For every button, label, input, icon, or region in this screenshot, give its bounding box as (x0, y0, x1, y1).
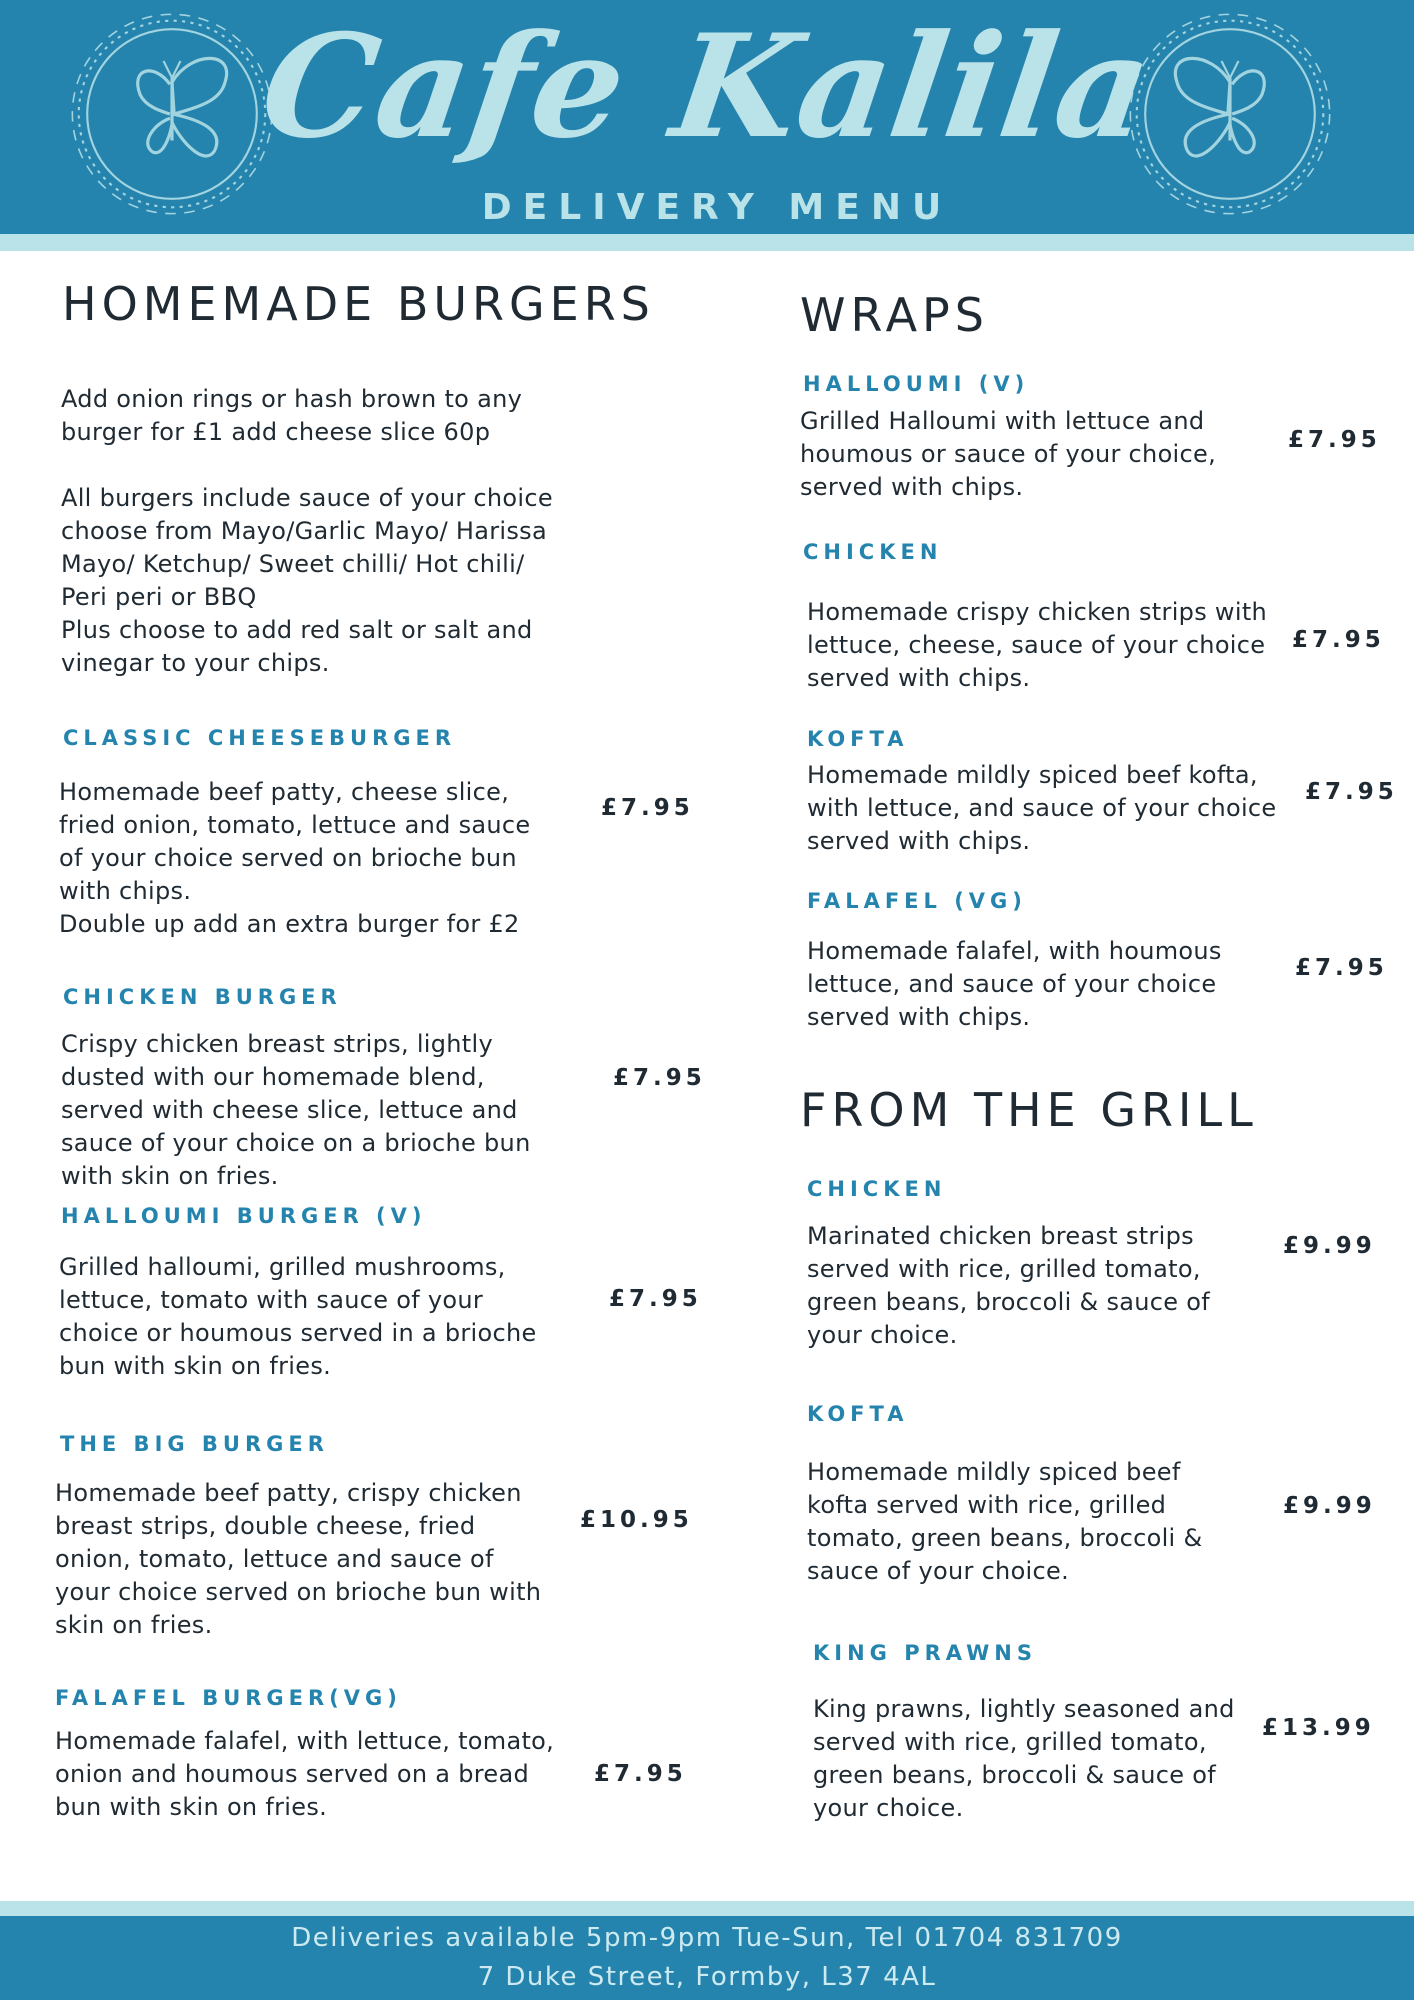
item-price-wrap-halloumi: £7.95 (1288, 427, 1381, 453)
item-name-big-burger: THE BIG BURGER (60, 1432, 329, 1456)
item-price-classic-cheeseburger: £7.95 (601, 795, 694, 821)
item-desc-wrap-halloumi: Grilled Halloumi with lettuce and houmous or sauce of your choice, served with chips. (800, 407, 1217, 501)
item-name-wrap-chicken: CHICKEN (803, 540, 943, 564)
item-name-wrap-falafel: FALAFEL (VG) (807, 889, 1027, 913)
item-price-wrap-falafel: £7.95 (1295, 955, 1388, 981)
item-name-classic-cheeseburger: CLASSIC CHEESEBURGER (63, 726, 457, 750)
header-divider (0, 234, 1414, 251)
item-desc-halloumi-burger: Grilled halloumi, grilled mushrooms, lettuce, tomato with sauce of your choice or houmous served in a brioche bun with skin on fries. (59, 1253, 537, 1380)
item-price-falafel-burger: £7.95 (594, 1761, 687, 1787)
item-desc-grill-chicken: Marinated chicken breast strips served with rice, grilled tomato, green beans, broccoli & sauce of your choice. (807, 1222, 1211, 1349)
item-price-halloumi-burger: £7.95 (609, 1286, 702, 1312)
cafe-title: Cafe Kalila (252, 4, 1162, 170)
item-price-grill-kofta: £9.99 (1283, 1493, 1376, 1519)
footer-delivery-info: Deliveries available 5pm-9pm Tue-Sun, Tel 01704 831709 (291, 1923, 1123, 1953)
item-price-chicken-burger: £7.95 (613, 1065, 706, 1091)
item-name-wrap-halloumi: HALLOUMI (V) (803, 372, 1030, 396)
item-desc-grill-kofta: Homemade mildly spiced beef kofta served with rice, grilled tomato, green beans, broccoli & sauce of your choice. (807, 1458, 1203, 1585)
item-desc-grill-king-prawns: King prawns, lightly seasoned and served with rice, grilled tomato, green beans, broccoli & sauce of your choice. (813, 1695, 1235, 1822)
item-desc-wrap-chicken: Homemade crispy chicken strips with lettuce, cheese, sauce of your choice served with chips. (807, 598, 1268, 692)
item-price-grill-king-prawns: £13.99 (1262, 1715, 1375, 1741)
item-price-grill-chicken: £9.99 (1283, 1233, 1376, 1259)
item-name-grill-chicken: CHICKEN (807, 1177, 947, 1201)
item-desc-wrap-kofta: Homemade mildly spiced beef kofta, with lettuce, and sauce of your choice served with chips. (807, 761, 1277, 855)
item-name-grill-king-prawns: KING PRAWNS (813, 1641, 1037, 1665)
burgers-note-sauces: All burgers include sauce of your choice choose from Mayo/Garlic Mayo/ Harissa Mayo/ Ketchup/ Sweet chilli/ Hot chili/ Peri peri or BBQ Plus choose to add red salt or salt and vinegar to your chips. (61, 484, 553, 677)
header-banner (0, 0, 1414, 234)
section-title-burgers: HOMEMADE BURGERS (62, 277, 655, 331)
section-title-grill: FROM THE GRILL (800, 1083, 1258, 1137)
item-desc-falafel-burger: Homemade falafel, with lettuce, tomato, onion and houmous served on a bread bun with skin on fries. (55, 1727, 555, 1821)
item-name-chicken-burger: CHICKEN BURGER (63, 985, 342, 1009)
item-price-wrap-kofta: £7.95 (1305, 779, 1398, 805)
burgers-note-extras: Add onion rings or hash brown to any burger for £1 add cheese slice 60p (61, 385, 523, 446)
item-name-halloumi-burger: HALLOUMI BURGER (V) (61, 1204, 427, 1228)
item-name-grill-kofta: KOFTA (807, 1402, 909, 1426)
section-title-wraps: WRAPS (800, 288, 989, 342)
item-price-big-burger: £10.95 (580, 1507, 693, 1533)
item-name-wrap-kofta: KOFTA (807, 727, 909, 751)
item-price-wrap-chicken: £7.95 (1292, 627, 1385, 653)
menu-subtitle: DELIVERY MENU (481, 187, 953, 228)
item-desc-classic-cheeseburger: Homemade beef patty, cheese slice, fried onion, tomato, lettuce and sauce of your choice served on brioche bun with chips. Double up add an extra burger for £2 (59, 778, 531, 938)
footer-divider (0, 1901, 1414, 1916)
item-desc-big-burger: Homemade beef patty, crispy chicken breast strips, double cheese, fried onion, tomato, lettuce and sauce of your choice served on brioche bun with skin on fries. (55, 1479, 542, 1639)
item-desc-chicken-burger: Crispy chicken breast strips, lightly dusted with our homemade blend, served with cheese slice, lettuce and sauce of your choice on a brioche bun with skin on fries. (61, 1030, 531, 1190)
footer-address: 7 Duke Street, Formby, L37 4AL (477, 1962, 937, 1992)
item-desc-wrap-falafel: Homemade falafel, with houmous lettuce, and sauce of your choice served with chips. (807, 937, 1222, 1031)
item-name-falafel-burger: FALAFEL BURGER(VG) (55, 1686, 402, 1710)
footer-banner (0, 1916, 1414, 2000)
